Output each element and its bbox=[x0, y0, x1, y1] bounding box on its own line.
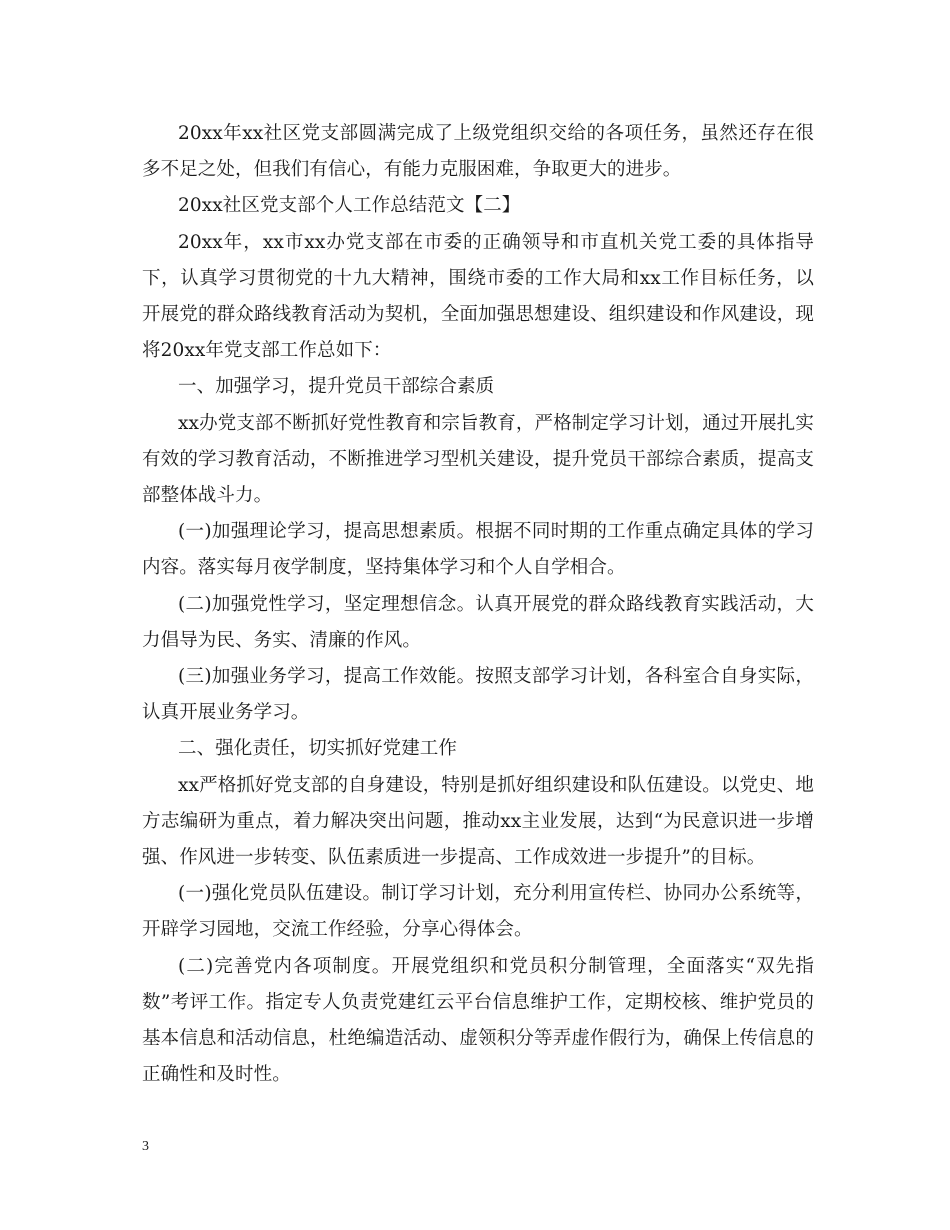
paragraph-item-theory-study: (一)加强理论学习，提高思想素质。根据不同时期的工作重点确定具体的学习内容。落实每月夜学制度，坚持集体学习和个人自学相合。 bbox=[142, 521, 814, 579]
paragraph-item-business-study: (三)加强业务学习，提高工作效能。按照支部学习计划，各科室合自身实际，认真开展业务学习。 bbox=[142, 666, 814, 724]
heading-part-one: 一、加强学习，提升党员干部综合素质 bbox=[178, 376, 495, 398]
document-body bbox=[142, 116, 814, 1093]
heading-part-two: 二、强化责任，切实抓好党建工作 bbox=[178, 738, 458, 760]
paragraph-item-party-study: (二)加强党性学习，坚定理想信念。认真开展党的群众路线教育实践活动，大力倡导为民、务实、清廉的作风。 bbox=[142, 593, 814, 651]
paragraph-introduction: 20xx年，xx市xx办党支部在市委的正确领导和市直机关党工委的具体指导下，认真学习贯彻党的十九大精神，围绕市委的工作大局和xx工作目标任务，以开展党的群众路线教育活动为契机，全面加强思想建设、组织建设和作风建设，现将20xx年党支部工作总如下： bbox=[142, 231, 814, 362]
paragraph-item-system-improvement: (二)完善党内各项制度。开展党组织和党员积分制管理，全面落实“双先指数”考评工作。指定专人负责党建红云平台信息维护工作，定期校核、维护党员的基本信息和活动信息，杜绝编造活动、虚领积分等弄虚作假行为，确保上传信息的正确性和及时性。 bbox=[142, 955, 814, 1086]
page-number: 3 bbox=[142, 1139, 149, 1154]
paragraph-item-team-building: (一)强化党员队伍建设。制订学习计划，充分利用宣传栏、协同办公系统等，开辟学习园地，交流工作经验，分享心得体会。 bbox=[142, 883, 814, 941]
paragraph-part-one-overview: xx办党支部不断抓好党性教育和宗旨教育，严格制定学习计划，通过开展扎实有效的学习教育活动，不断推进学习型机关建设，提升党员干部综合素质，提高支部整体战斗力。 bbox=[142, 412, 814, 507]
paragraph-summary-closing: 20xx年xx社区党支部圆满完成了上级党组织交给的各项任务，虽然还存在很多不足之处，但我们有信心，有能力克服困难，争取更大的进步。 bbox=[142, 123, 814, 181]
section-heading-sample-two: 20xx社区党支部个人工作总结范文【二】 bbox=[178, 195, 521, 217]
paragraph-part-two-overview: xx严格抓好党支部的自身建设，特别是抓好组织建设和队伍建设。以党史、地方志编研为重点，着力解决突出问题，推动xx主业发展，达到“为民意识进一步增强、作风进一步转变、队伍素质进一步提高、工作成效进一步提升”的目标。 bbox=[142, 774, 814, 869]
